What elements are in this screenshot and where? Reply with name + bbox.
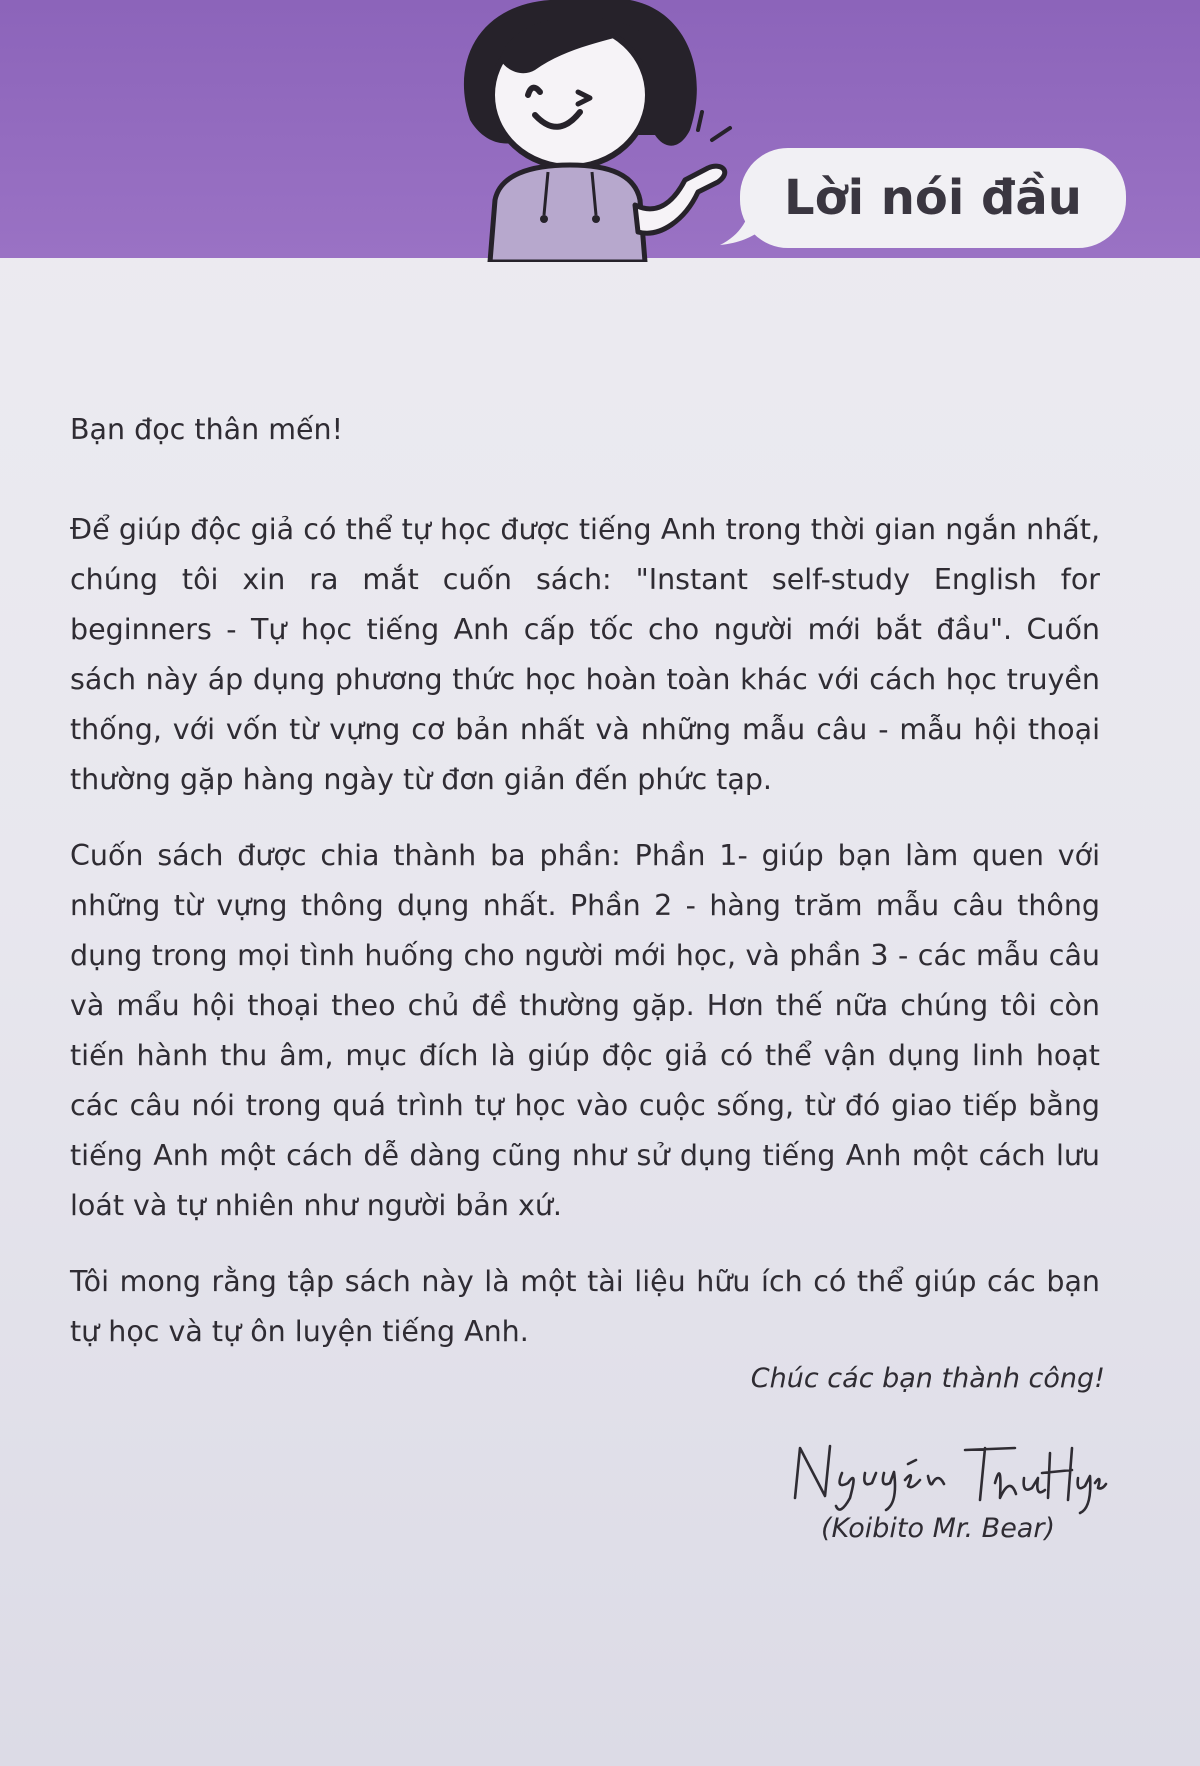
letter-paragraph: Để giúp độc giả có thể tự học được tiếng Anh trong thời gian ngắn nhất, chúng tôi xin ra mắt cuốn sách: "Instant self-study English for beginners - Tự học tiếng Anh cấp tốc cho người mới bắt đầu". Cuốn sách này áp dụng phương thức học hoàn toàn khác với cách học truyền thống, với vốn từ vựng cơ bản nhất và những mẫu câu - mẫu hội thoại thường gặp hàng ngày từ đơn giản đến phức tạp. — [70, 513, 1100, 796]
girl-mascot-icon — [440, 0, 740, 262]
author-pen-name: (Koibito Mr. Bear) — [820, 1513, 1055, 1544]
letter-paragraph: Tôi mong rằng tập sách này là một tài liệu hữu ích có thể giúp các bạn tự học và tự ôn luyện tiếng Anh. — [70, 1265, 1100, 1348]
letter-closing: Chúc các bạn thành công! — [750, 1363, 1105, 1394]
letter-body — [70, 405, 1100, 1383]
letter-paragraph: Cuốn sách được chia thành ba phần: Phần 1- giúp bạn làm quen với những từ vựng thông dụng nhất. Phần 2 - hàng trăm mẫu câu thông dụng trong mọi tình huống cho người mới học, và phần 3 - các mẫu câu và mẩu hội thoại theo chủ đề thường gặp. Hơn thế nữa chúng tôi còn tiến hành thu âm, mục đích là giúp độc giả có thể vận dụng linh hoạt các câu nói trong quá trình tự học vào cuộc sống, từ đó giao tiếp bằng tiếng Anh một cách dễ dàng cũng như sử dụng tiếng Anh một cách lưu loát và tự nhiên như người bản xứ. — [70, 839, 1100, 1222]
letter-greeting: Bạn đọc thân mến! — [70, 413, 344, 446]
handwritten-signature — [780, 1428, 1110, 1518]
page-title: Lời nói đầu — [784, 170, 1082, 226]
